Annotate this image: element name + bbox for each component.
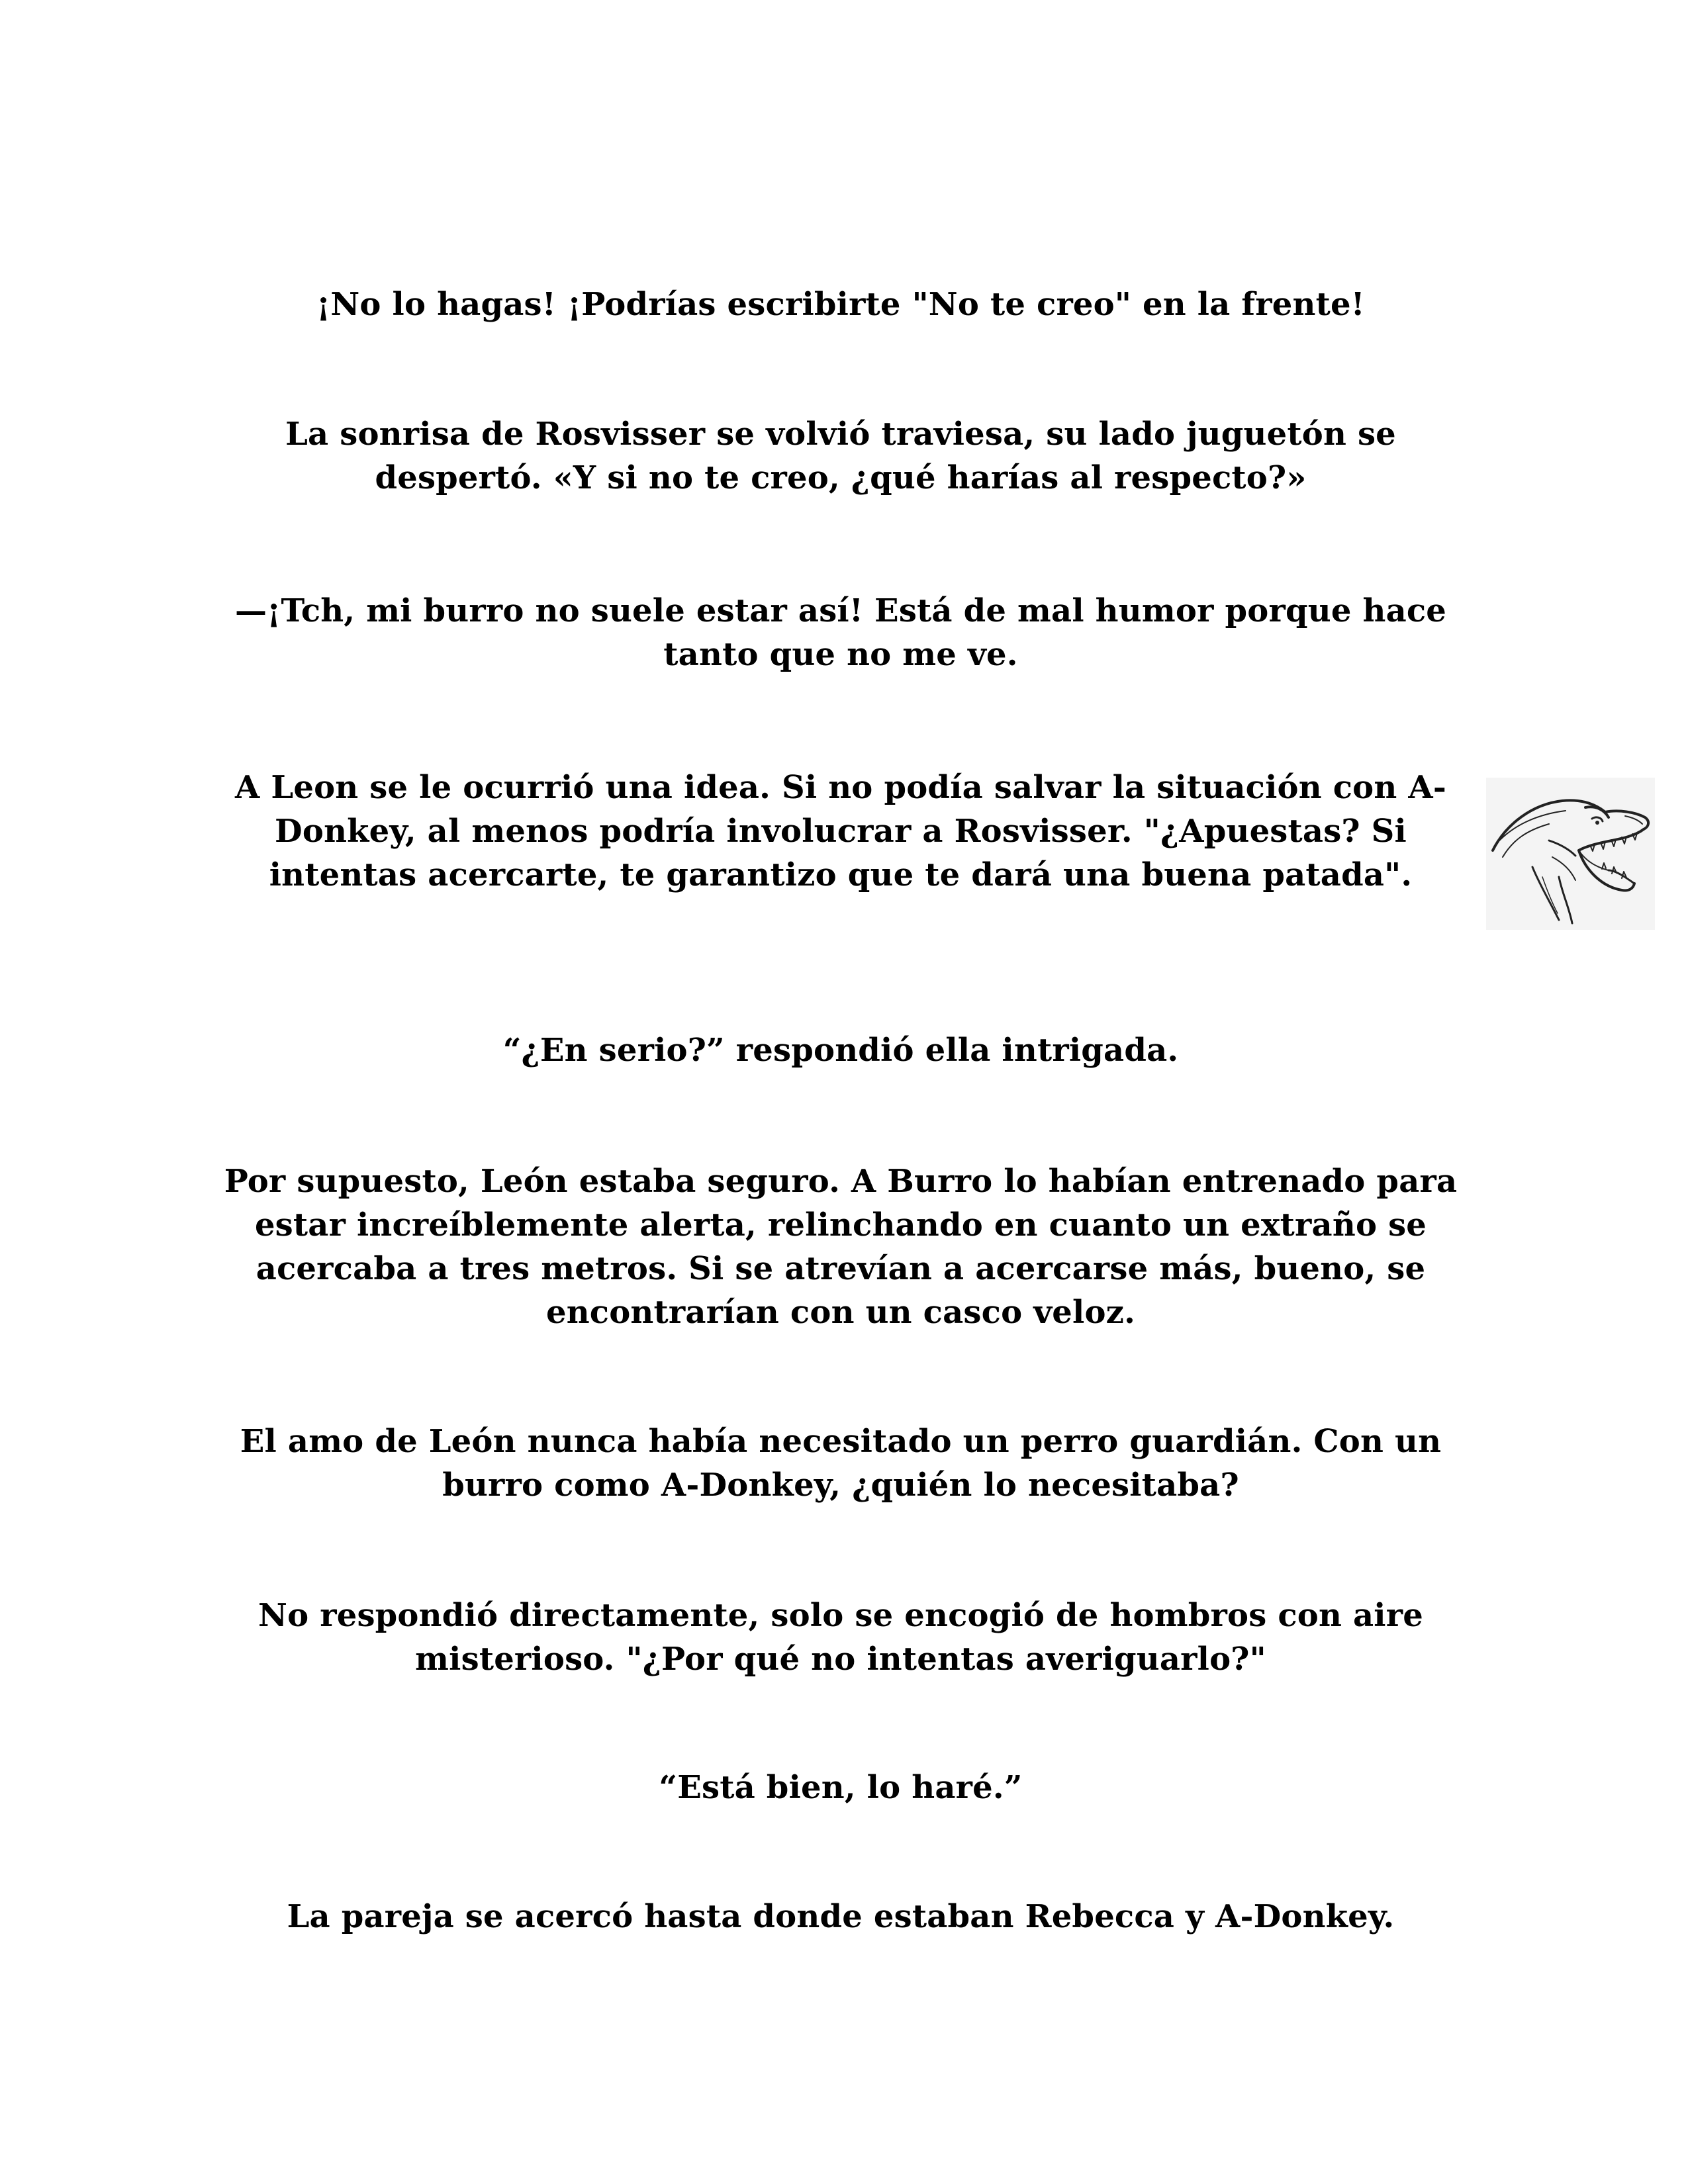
dinosaur-head-sketch-icon <box>1486 778 1655 930</box>
paragraph-9: “Está bien, lo haré.” <box>659 1769 1023 1806</box>
paragraph-7: El amo de León nunca había necesitado un perro guardián. Con un burro como A-Donkey, ¿quién lo necesitaba? <box>240 1423 1442 1504</box>
paragraph-2: La sonrisa de Rosvisser se volvió traviesa, su lado juguetón se despertó. «Y si no te creo, ¿qué harías al respecto?» <box>285 416 1396 496</box>
paragraph-1: ¡No lo hagas! ¡Podrías escribirte "No te creo" en la frente! <box>316 286 1365 323</box>
paragraph-6: Por supuesto, León estaba seguro. A Burro lo habían entrenado para estar increíblemente alerta, relinchando en cuanto un extraño se acercaba a tres metros. Si se atrevían a acercarse más, bueno, se encontrarían con un casco veloz. <box>224 1163 1458 1331</box>
paragraph-5: “¿En serio?” respondió ella intrigada. <box>502 1032 1179 1069</box>
paragraph-10: La pareja se acercó hasta donde estaban Rebecca y A-Donkey. <box>287 1898 1395 1935</box>
paragraph-3: —¡Tch, mi burro no suele estar así! Está de mal humor porque hace tanto que no me ve. <box>234 592 1447 673</box>
dinosaur-illustration <box>1486 778 1655 930</box>
paragraph-8: No respondió directamente, solo se encogió de hombros con aire misterioso. "¿Por qué no intentas averiguarlo?" <box>258 1597 1423 1678</box>
paragraph-4: A Leon se le ocurrió una idea. Si no podía salvar la situación con A-Donkey, al menos podría involucrar a Rosvisser. "¿Apuestas? Si intentas acercarte, te garantizo que te dará una buena patada". <box>235 769 1446 893</box>
